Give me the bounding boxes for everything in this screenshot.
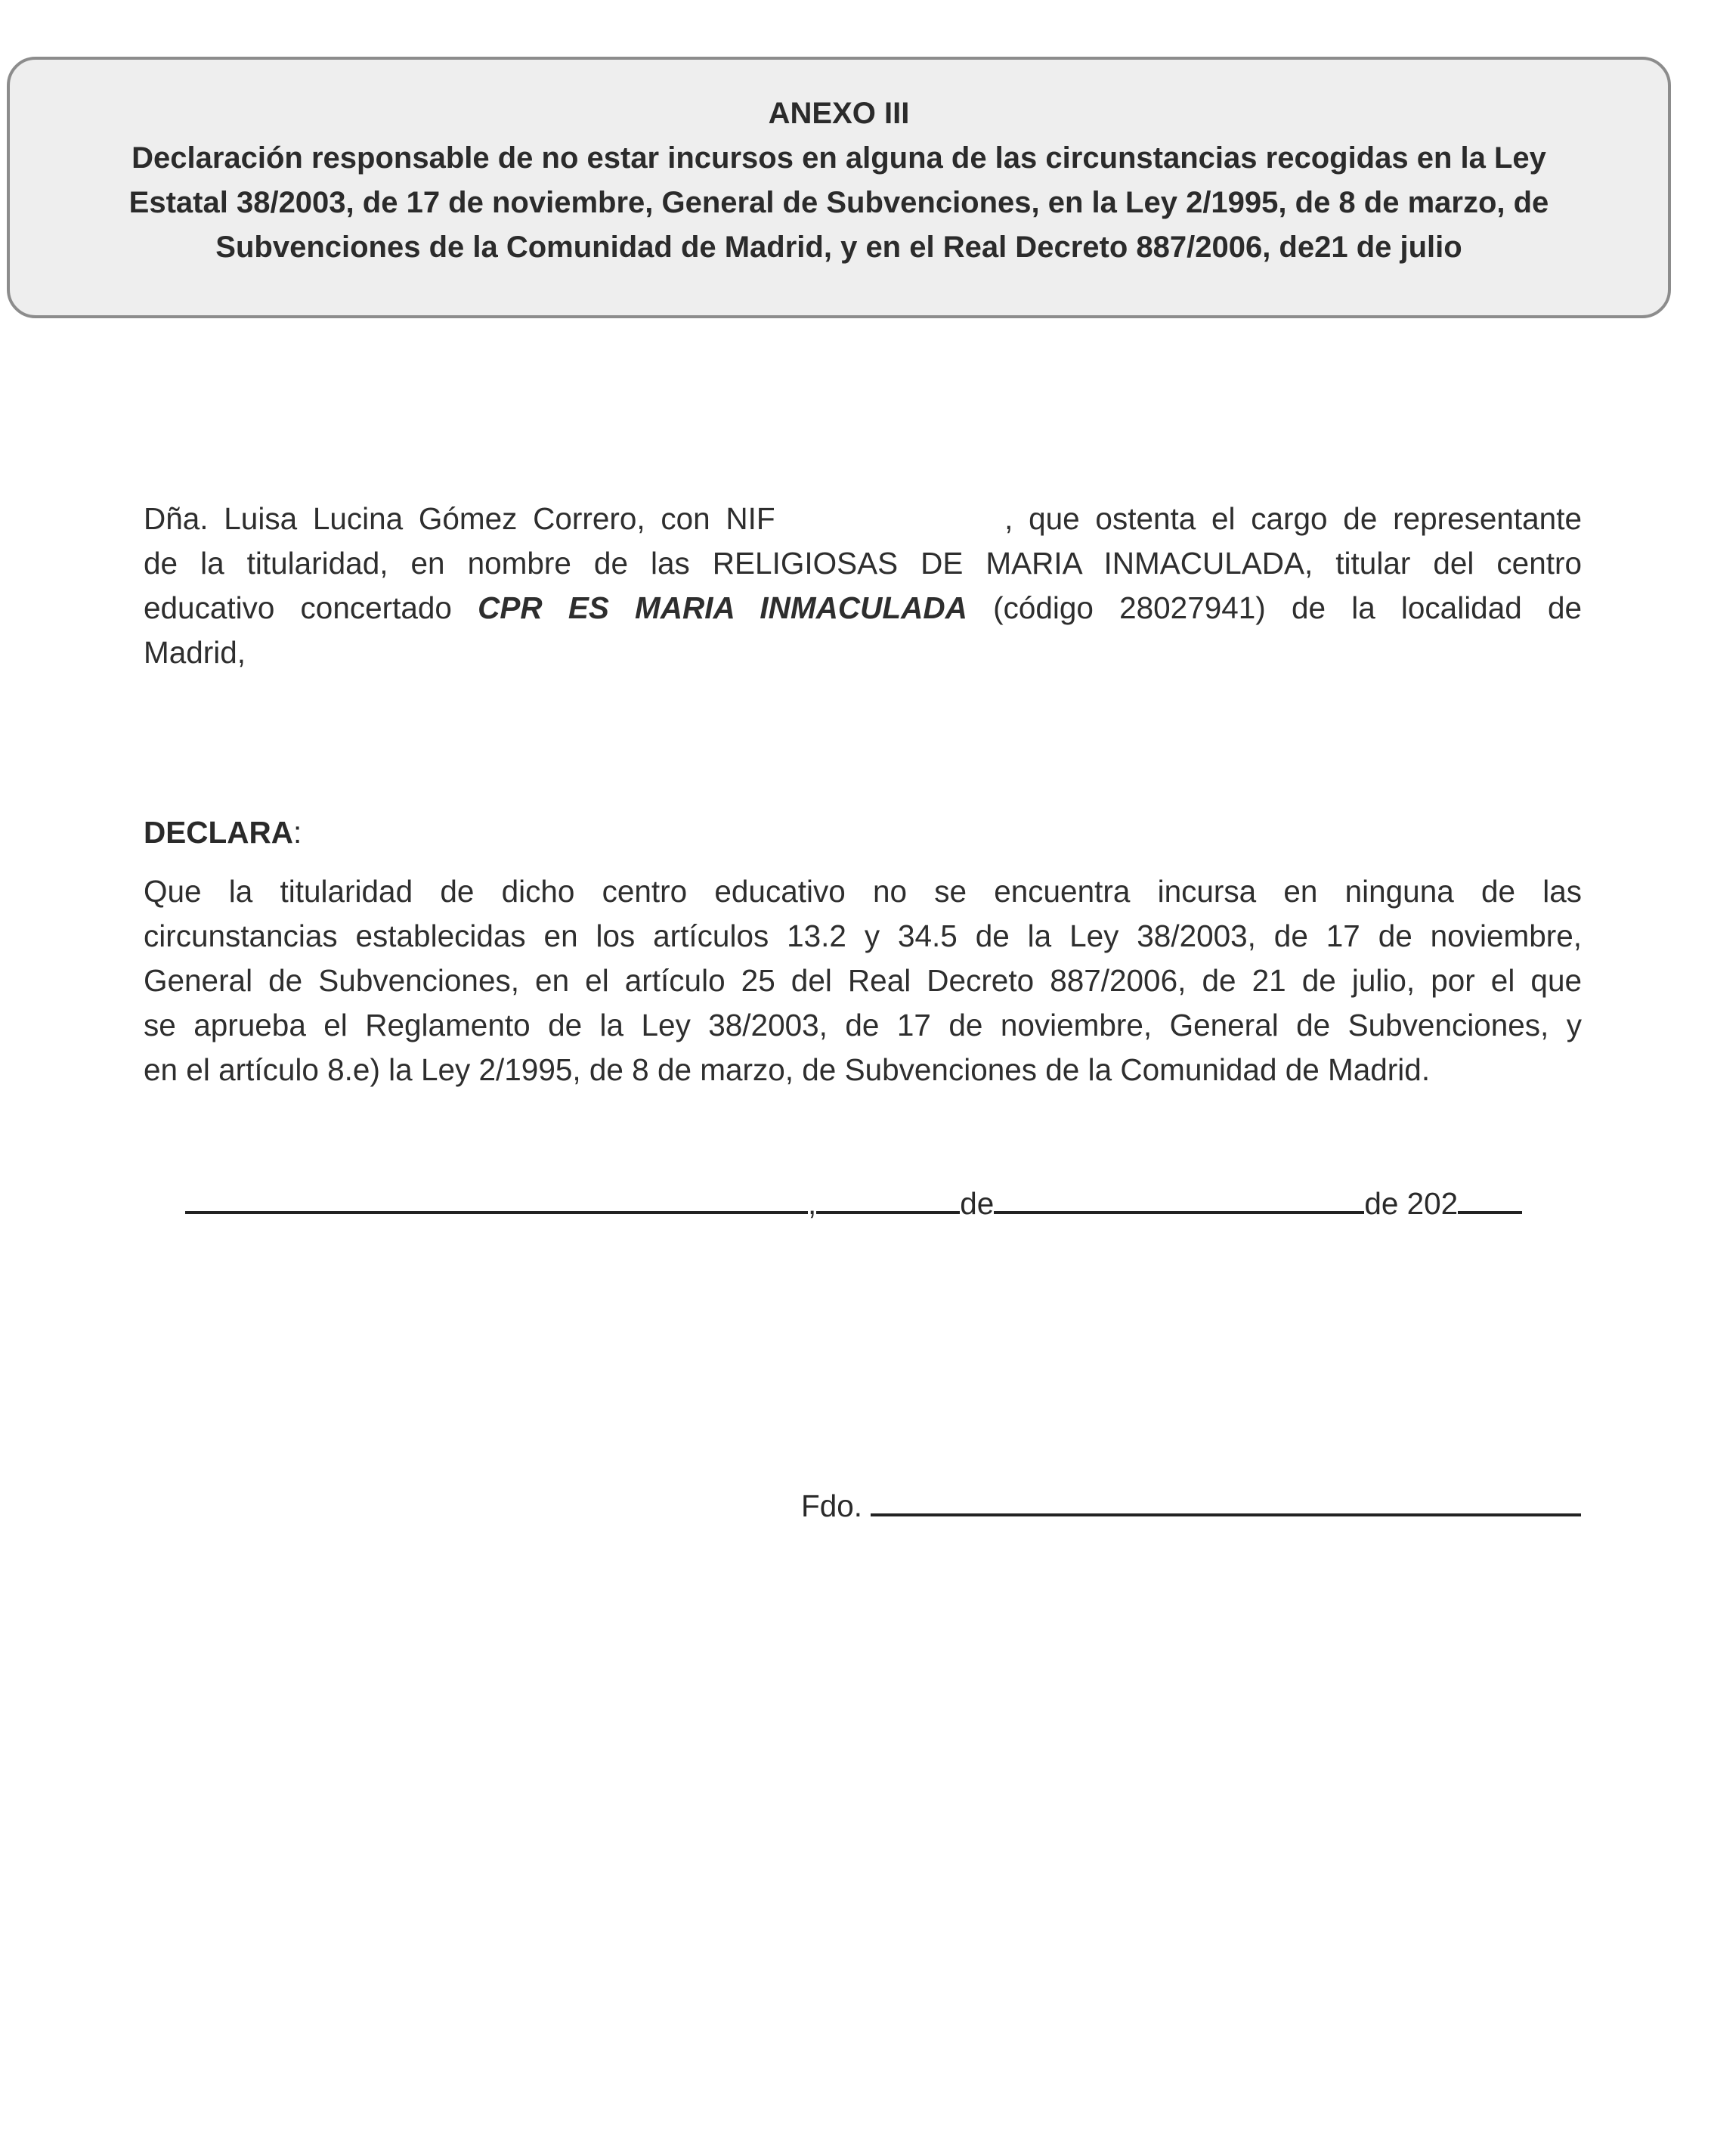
center-name: CPR ES MARIA INMACULADA xyxy=(478,590,967,625)
declara-label: DECLARA xyxy=(144,815,293,850)
intro-paragraph xyxy=(144,497,1582,675)
declara-line-2: circunstancias establecidas en los artículos 13.2 y 34.5 de la Ley 38/2003, de 17 de noviembre, xyxy=(144,918,1582,953)
signature-blank[interactable] xyxy=(871,1482,1581,1516)
intro-line-1 xyxy=(144,497,1582,541)
annex-title-line-1: Declaración responsable de no estar incursos en alguna de las circunstancias recogidas en la Ley xyxy=(131,141,1546,175)
intro-line-2: de la titularidad, en nombre de las RELIGIOSAS DE MARIA INMACULADA, titular del centro xyxy=(144,546,1582,581)
day-blank[interactable] xyxy=(816,1179,960,1214)
annex-number: ANEXO III xyxy=(768,97,910,130)
date-comma: , xyxy=(808,1186,817,1221)
intro-line-3-end: (código 28027941) de la localidad de xyxy=(993,590,1582,625)
place-blank[interactable] xyxy=(185,1179,808,1214)
place-date-line xyxy=(185,1179,1522,1226)
date-de-2: de 202 xyxy=(1364,1186,1459,1221)
intro-line-3 xyxy=(144,586,1582,630)
date-de-1: de xyxy=(960,1186,995,1221)
month-blank[interactable] xyxy=(994,1179,1364,1214)
declara-line-1: Que la titularidad de dicho centro educativo no se encuentra incursa en ninguna de las xyxy=(144,874,1582,909)
intro-line-4: Madrid, xyxy=(144,635,246,670)
intro-line-1-end: , que ostenta el cargo de representante xyxy=(1004,501,1582,536)
declara-line-3: General de Subvenciones, en el artículo 25 del Real Decreto 887/2006, de 21 de julio, por el que xyxy=(144,963,1582,998)
year-blank[interactable] xyxy=(1458,1179,1522,1214)
annex-title-line-2: Estatal 38/2003, de 17 de noviembre, General de Subvenciones, en la Ley 2/1995, de 8 de marzo, de xyxy=(128,186,1549,219)
intro-line-3-start: educativo concertado xyxy=(144,590,452,625)
declara-paragraph xyxy=(144,869,1582,1092)
signature-label: Fdo. xyxy=(801,1488,863,1523)
annex-title-line-3: Subvenciones de la Comunidad de Madrid, y en el Real Decreto 887/2006, de21 de julio xyxy=(215,231,1462,264)
declara-colon: : xyxy=(293,815,302,850)
signature-line xyxy=(801,1482,1581,1529)
annex-header-box xyxy=(7,57,1671,318)
declara-line-5: en el artículo 8.e) la Ley 2/1995, de 8 de marzo, de Subvenciones de la Comunidad de Madrid. xyxy=(144,1052,1431,1087)
intro-line-1-start: Dña. Luisa Lucina Gómez Correro, con NIF xyxy=(144,501,775,536)
declara-heading xyxy=(144,810,302,855)
declara-line-4: se aprueba el Reglamento de la Ley 38/2003, de 17 de noviembre, General de Subvenciones, y xyxy=(144,1008,1582,1042)
